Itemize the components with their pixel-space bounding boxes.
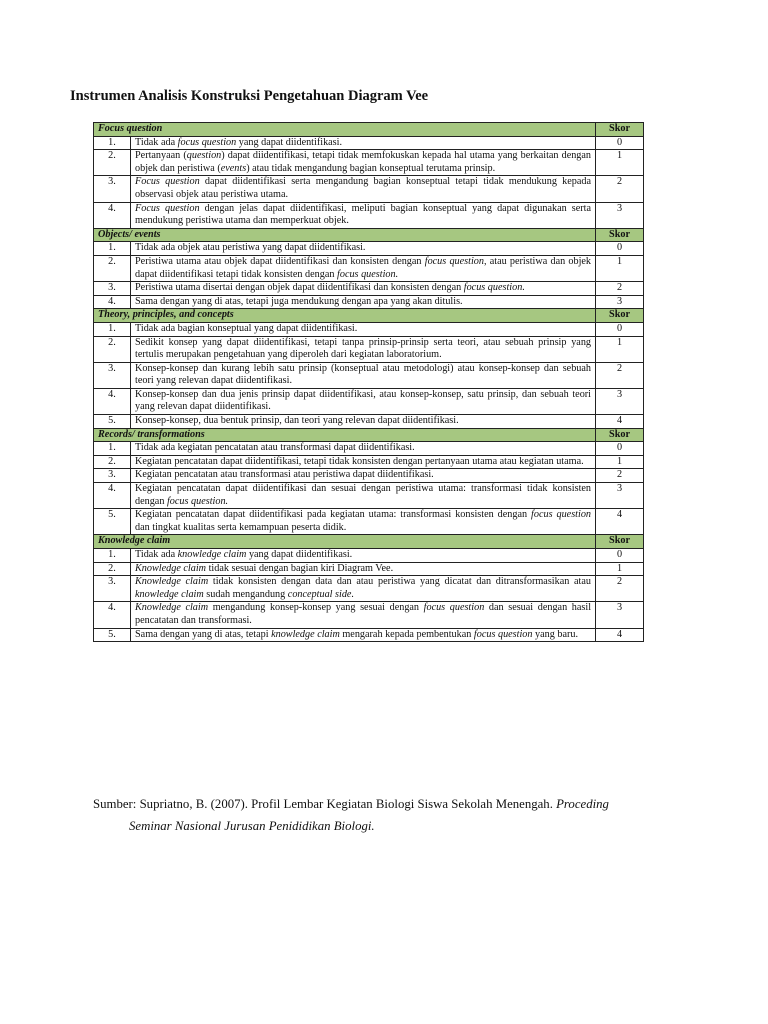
criterion-number: 2. (94, 255, 131, 281)
criterion-term: knowledge claim (271, 628, 340, 640)
criterion-text: Peristiwa utama disertai dengan objek dapat diidentifikasi dan konsisten dengan (135, 282, 464, 294)
criterion-description (131, 202, 596, 228)
criterion-score: 4 (596, 415, 644, 429)
criterion-score: 0 (596, 136, 644, 150)
criterion-number: 3. (94, 469, 131, 483)
criterion-score: 1 (596, 255, 644, 281)
criterion-text: Tidak ada (135, 549, 178, 560)
criterion-description (131, 362, 596, 388)
criterion-description (131, 388, 596, 414)
document-title: Instrumen Analisis Konstruksi Pengetahuan Diagram Vee (70, 88, 429, 104)
criterion-term: Focus question (135, 202, 200, 214)
skor-header: Skor (596, 428, 644, 442)
criterion-row (94, 282, 644, 296)
criterion-description (131, 562, 596, 576)
criterion-term: focus question (473, 628, 533, 640)
criterion-description (131, 483, 596, 509)
criterion-description (131, 509, 596, 535)
criterion-description (131, 576, 596, 602)
criterion-number: 3. (94, 576, 131, 602)
criterion-row (94, 295, 644, 309)
criterion-row (94, 150, 644, 176)
criterion-score: 2 (596, 176, 644, 202)
criterion-row (94, 136, 644, 150)
criterion-description (131, 442, 596, 456)
criterion-text: sudah mengandung (203, 588, 288, 600)
criterion-description (131, 549, 596, 563)
criterion-text: yang baru. (532, 628, 579, 640)
criterion-number: 2. (94, 150, 131, 176)
criterion-text: Sama dengan yang di atas, tetapi (135, 628, 272, 640)
criterion-description (131, 242, 596, 256)
criterion-text: Kegiatan pencatatan dapat diidentifikasi pada kegiatan utama: transformasi konsisten dengan (135, 509, 532, 521)
criterion-score: 4 (596, 509, 644, 535)
criterion-description (131, 255, 596, 281)
criterion-number: 1. (94, 242, 131, 256)
criterion-text: Sedikit konsep yang dapat diidentifikasi, tetapi tanpa prinsip-prinsip serta teori, atau sebuah prinsip yang tertulis merupakan pengetahuan yang diperoleh dari kegiatan laboratorium. (135, 336, 592, 361)
criterion-number: 2. (94, 455, 131, 469)
criterion-description (131, 628, 596, 642)
criterion-text: yang dapat diidentifikasi. (236, 136, 343, 148)
criterion-term: focus question. (463, 282, 525, 294)
criterion-text: mengarah kepada pembentukan (339, 628, 474, 640)
criterion-text: Konsep-konsep dan dua jenis prinsip dapat diidentifikasi, atau konsep-konsep, satu prinsip, dan sebuah teori yang relevan dapat diidentifikasi. (135, 388, 592, 413)
section-heading: Theory, principles, and concepts (94, 309, 596, 323)
criterion-number: 5. (94, 509, 131, 535)
criterion-description (131, 336, 596, 362)
rubric-table (93, 122, 644, 642)
criterion-row (94, 602, 644, 628)
criterion-term: knowledge claim (135, 588, 204, 600)
criterion-text: ) atau tidak mengandung bagian konseptual terutama prinsip. (246, 162, 496, 174)
criterion-text: Tidak ada bagian konseptual yang dapat diidentifikasi. (135, 322, 358, 334)
section-heading: Objects/ events (94, 228, 596, 242)
criterion-row (94, 562, 644, 576)
criterion-number: 3. (94, 176, 131, 202)
section-header-row (94, 228, 644, 242)
criterion-score: 0 (596, 549, 644, 563)
criterion-text: , atau peristiwa dan objek dapat diidentifikasi tetapi tidak konsisten dengan (135, 255, 592, 280)
criterion-description (131, 602, 596, 628)
source-italic-2: Seminar Nasional Jurusan Penididikan Biologi. (129, 819, 375, 833)
criterion-description (131, 150, 596, 176)
source-italic-1: Proceding (556, 797, 609, 811)
criterion-text: yang dapat diidentifikasi. (246, 549, 353, 560)
rubric-table-body (94, 123, 644, 642)
criterion-score: 1 (596, 562, 644, 576)
criterion-description (131, 469, 596, 483)
criterion-description (131, 455, 596, 469)
criterion-row (94, 362, 644, 388)
criterion-score: 2 (596, 469, 644, 483)
criterion-term: events (220, 162, 247, 174)
criterion-description (131, 322, 596, 336)
criterion-row (94, 388, 644, 414)
criterion-term: Knowledge claim (135, 602, 209, 614)
criterion-row (94, 176, 644, 202)
criterion-term: focus question. (166, 495, 229, 507)
section-header-row (94, 535, 644, 549)
criterion-number: 3. (94, 282, 131, 296)
source-prefix: Sumber: Supriatno, B. (2007). Profil Lembar Kegiatan Biologi Siswa Sekolah Menengah. (93, 797, 557, 811)
criterion-text: Pertanyaan ( (135, 150, 187, 162)
criterion-score: 2 (596, 282, 644, 296)
skor-header: Skor (596, 535, 644, 549)
criterion-row (94, 336, 644, 362)
criterion-term: Focus question (135, 176, 200, 188)
criterion-text: Kegiatan pencatatan atau transformasi atau peristiwa dapat diidentifikasi. (135, 469, 434, 481)
criterion-score: 0 (596, 242, 644, 256)
criterion-text: Sama dengan yang di atas, tetapi juga mendukung dengan apa yang akan ditulis. (135, 295, 463, 307)
criterion-row (94, 549, 644, 563)
criterion-score: 2 (596, 362, 644, 388)
section-heading: Knowledge claim (94, 535, 596, 549)
section-header-row (94, 309, 644, 323)
criterion-term: focus question (531, 509, 592, 521)
criterion-row (94, 469, 644, 483)
criterion-text: dan tingkat kualitas serta kemampuan peserta didik. (135, 521, 347, 533)
criterion-text: Tidak ada objek atau peristiwa yang dapat diidentifikasi. (135, 242, 366, 254)
criterion-row (94, 442, 644, 456)
criterion-score: 0 (596, 442, 644, 456)
criterion-term: focus question (423, 602, 485, 614)
criterion-text: mengandung konsep-konsep yang sesuai dengan (208, 602, 424, 614)
criterion-score: 4 (596, 628, 644, 642)
criterion-text: Tidak ada (135, 136, 178, 148)
criterion-number: 1. (94, 322, 131, 336)
criterion-number: 1. (94, 549, 131, 563)
criterion-number: 5. (94, 415, 131, 429)
criterion-term: Knowledge claim (135, 576, 209, 588)
section-heading: Focus question (94, 123, 596, 137)
criterion-term: focus question (177, 136, 237, 148)
criterion-row (94, 628, 644, 642)
source-citation (93, 793, 693, 837)
criterion-text: tidak sesuai dengan bagian kiri Diagram Vee. (206, 562, 394, 574)
criterion-text: dapat diidentifikasi serta mengandung bagian konseptual tetapi tidak mendukung kepada observasi objek atau peristiwa utama. (135, 176, 592, 200)
criterion-number: 1. (94, 136, 131, 150)
criterion-number: 4. (94, 388, 131, 414)
criterion-term: focus question. (337, 268, 399, 280)
criterion-score: 3 (596, 202, 644, 228)
criterion-row (94, 509, 644, 535)
criterion-number: 3. (94, 362, 131, 388)
criterion-text: Konsep-konsep dan kurang lebih satu prinsip (konseptual atau metodologi) atau konsep-konsep dan sebuah teori yang relevan dapat diidentifikasi. (135, 362, 592, 387)
criterion-text: tidak konsisten dengan data dan atau peristiwa yang dicatat dan ditransformasikan atau (208, 576, 591, 588)
criterion-row (94, 255, 644, 281)
criterion-score: 3 (596, 388, 644, 414)
criterion-term: knowledge claim (177, 549, 247, 560)
skor-header: Skor (596, 309, 644, 323)
criterion-row (94, 242, 644, 256)
criterion-row (94, 455, 644, 469)
criterion-row (94, 483, 644, 509)
criterion-row (94, 322, 644, 336)
criterion-score: 1 (596, 150, 644, 176)
criterion-score: 0 (596, 322, 644, 336)
criterion-text: dengan jelas dapat diidentifikasi, meliputi bagian konseptual yang dapat digunakan serta mendukung peristiwa utama dan memperkuat objek. (135, 202, 592, 227)
criterion-score: 3 (596, 602, 644, 628)
criterion-score: 3 (596, 483, 644, 509)
criterion-row (94, 415, 644, 429)
criterion-score: 1 (596, 336, 644, 362)
criterion-term: question (186, 150, 222, 162)
criterion-number: 4. (94, 602, 131, 628)
criterion-text: Kegiatan pencatatan dapat diidentifikasi dan sesuai dengan peristiwa utama: transformasi tidak konsisten dengan (135, 483, 592, 507)
section-header-row (94, 123, 644, 137)
source-line-2 (93, 815, 693, 837)
criterion-text: ) dapat diidentifikasi, tetapi tidak memfokuskan kepada hal utama yang berkaitan dengan objek dan peristiwa ( (135, 150, 592, 174)
criterion-number: 2. (94, 562, 131, 576)
criterion-description (131, 282, 596, 296)
criterion-number: 4. (94, 295, 131, 309)
criterion-number: 4. (94, 483, 131, 509)
skor-header: Skor (596, 123, 644, 137)
criterion-text: Peristiwa utama atau objek dapat diidentifikasi dan konsisten dengan (135, 255, 425, 267)
criterion-row (94, 202, 644, 228)
criterion-number: 1. (94, 442, 131, 456)
criterion-score: 2 (596, 576, 644, 602)
criterion-score: 1 (596, 455, 644, 469)
criterion-term: Knowledge claim (135, 562, 207, 574)
source-line-1 (93, 793, 693, 815)
section-header-row (94, 428, 644, 442)
criterion-term: conceptual side. (287, 588, 354, 600)
criterion-description (131, 136, 596, 150)
criterion-row (94, 576, 644, 602)
criterion-text: Kegiatan pencatatan dapat diidentifikasi, tetapi tidak konsisten dengan pertanyaan utama atau kegiatan utama. (135, 455, 584, 467)
criterion-term: focus question (424, 255, 484, 267)
criterion-description (131, 176, 596, 202)
criterion-description (131, 295, 596, 309)
skor-header: Skor (596, 228, 644, 242)
criterion-score: 3 (596, 295, 644, 309)
criterion-number: 5. (94, 628, 131, 642)
criterion-number: 2. (94, 336, 131, 362)
criterion-text: Tidak ada kegiatan pencatatan atau transformasi dapat diidentifikasi. (135, 442, 415, 454)
criterion-description (131, 415, 596, 429)
criterion-text: Konsep-konsep, dua bentuk prinsip, dan teori yang relevan dapat diidentifikasi. (135, 415, 459, 427)
criterion-text: dan sesuai dengan hasil pencatatan dan transformasi. (135, 602, 592, 626)
criterion-number: 4. (94, 202, 131, 228)
section-heading: Records/ transformations (94, 428, 596, 442)
